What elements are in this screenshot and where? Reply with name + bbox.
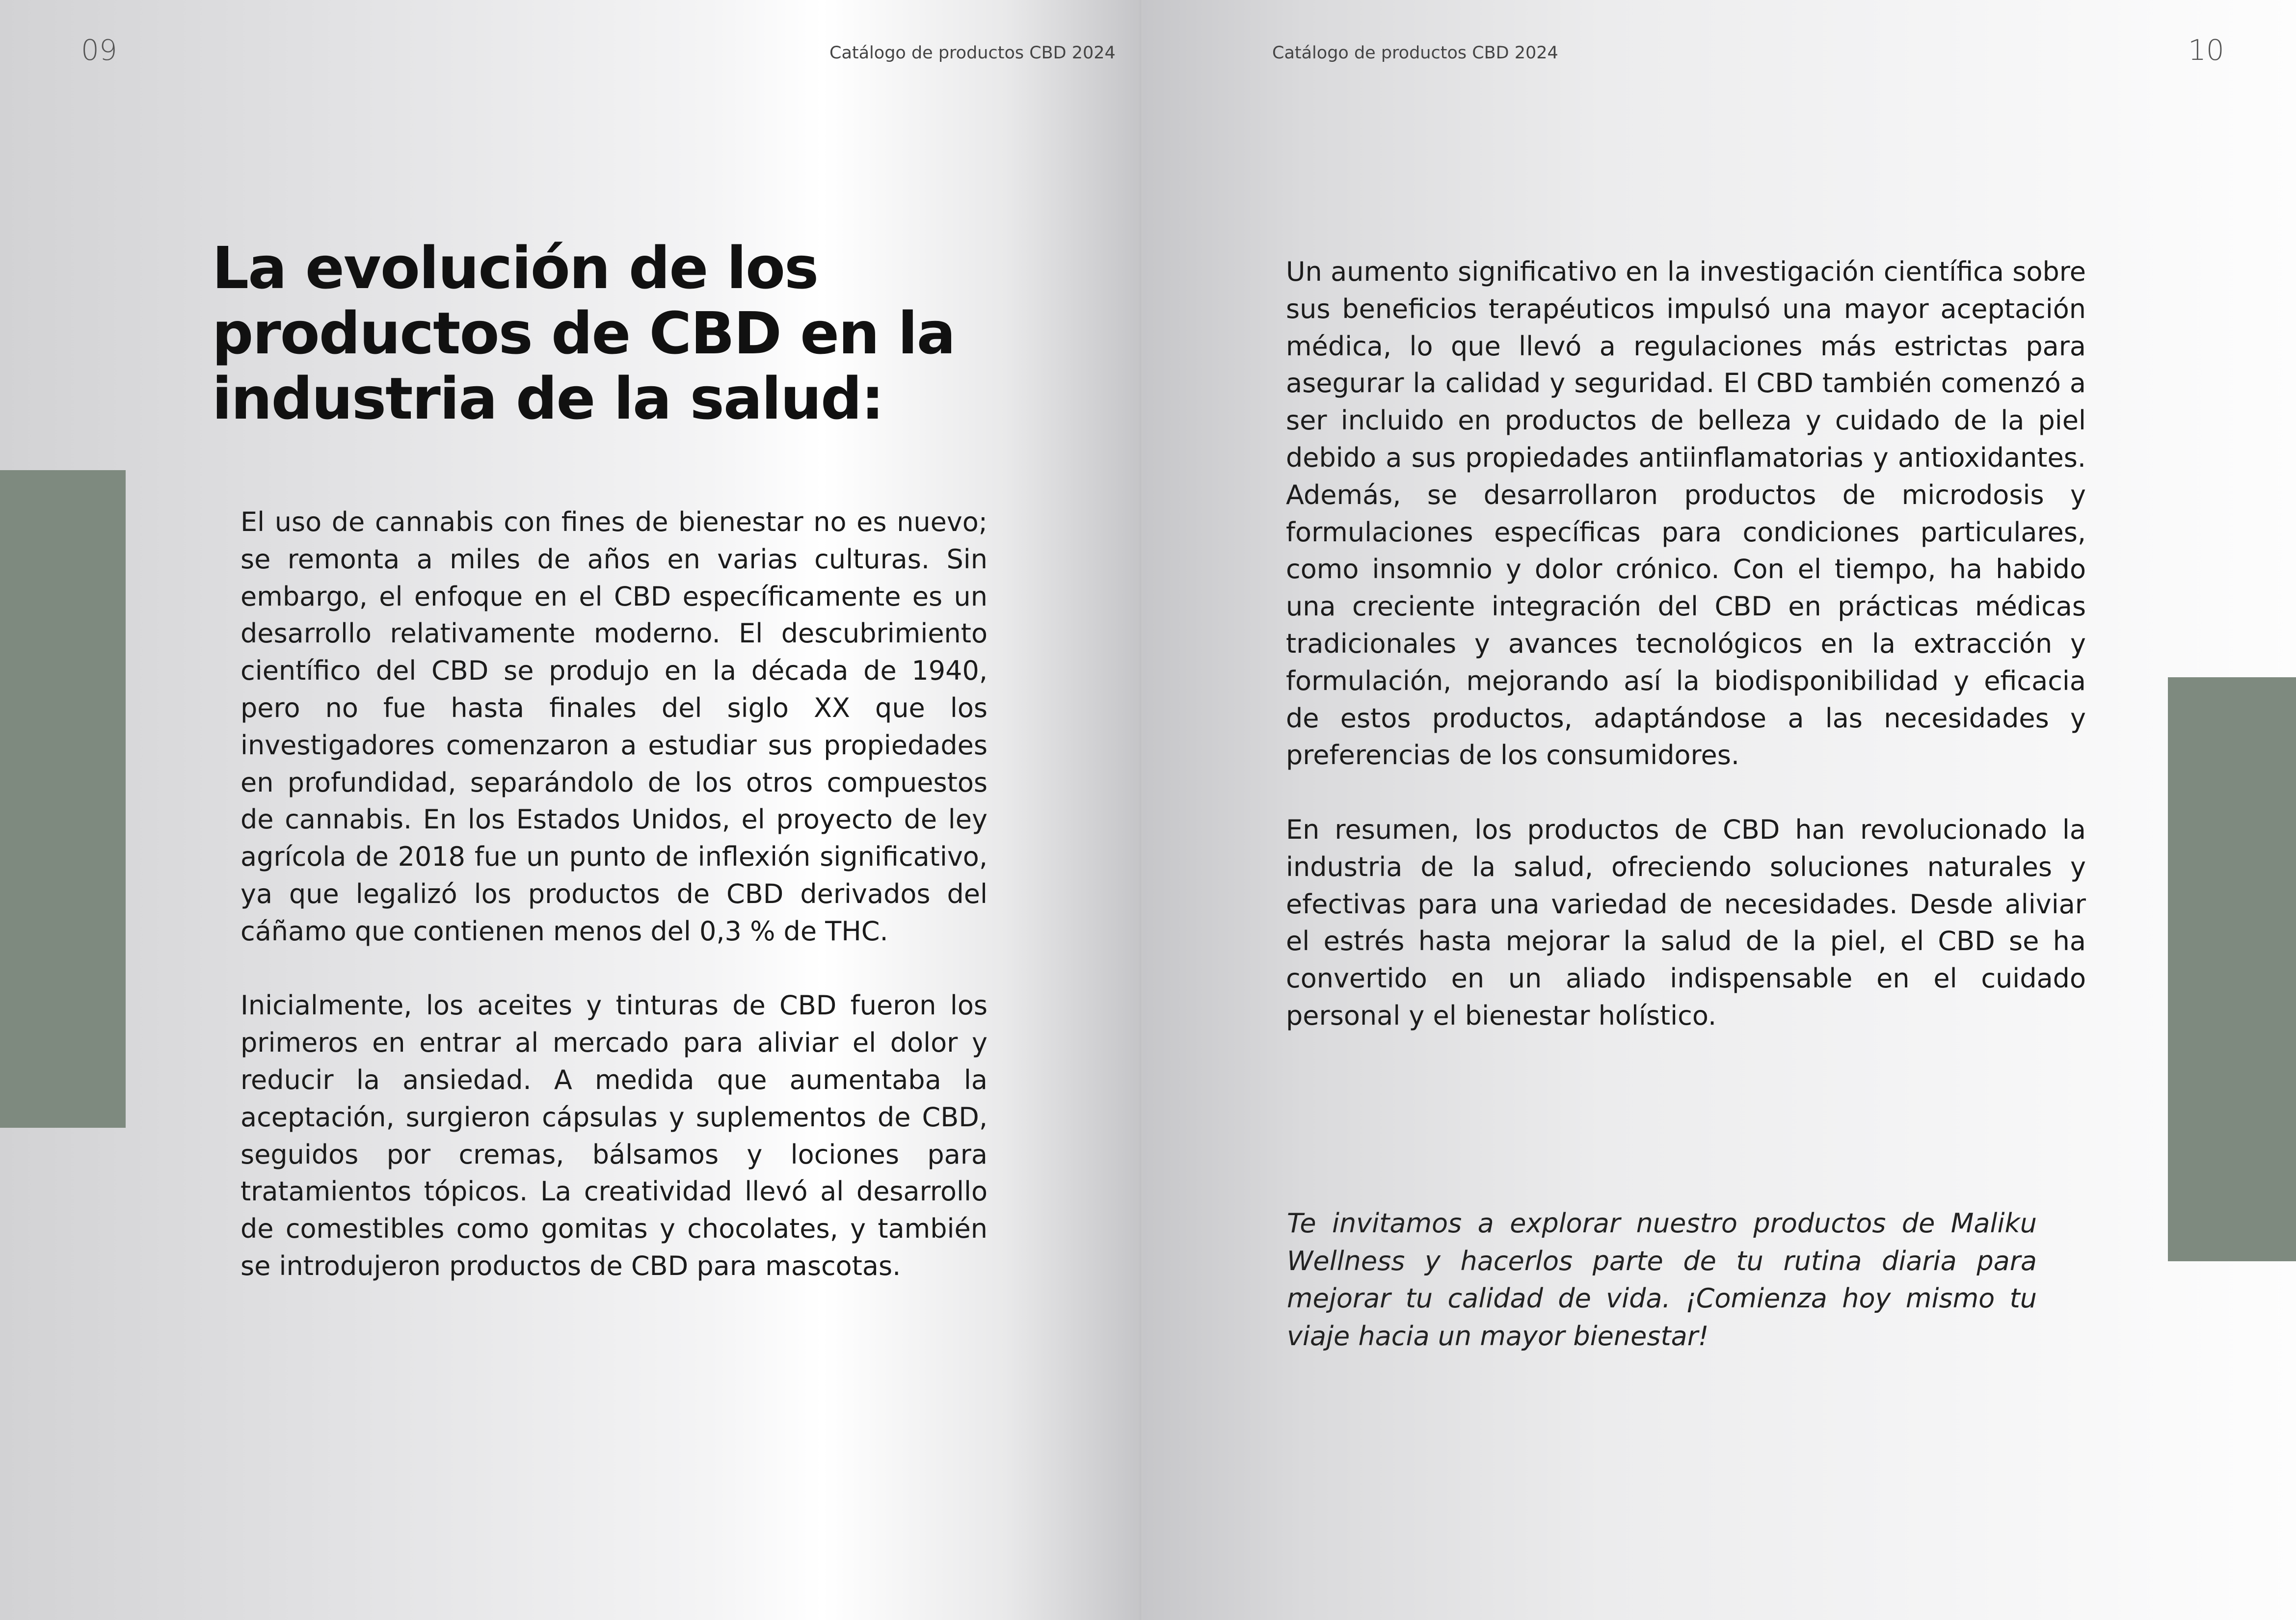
right-body-text (1286, 253, 2086, 1035)
accent-bar-left (0, 470, 126, 1128)
invitation-text: Te invitamos a explorar nuestro productos de Maliku Wellness y hacerlos parte de tu rutina diaria para mejorar tu calidad de vida. ¡Comienza hoy mismo tu viaje hacia un mayor bienestar! (1287, 1208, 2037, 1352)
page-number-left: 09 (81, 33, 117, 67)
running-header-left: Catálogo de productos CBD 2024 (829, 43, 1116, 63)
accent-bar-right (2168, 677, 2296, 1261)
right-paragraph-1: Un aumento significativo en la investigación científica sobre sus beneficios terapéuticos impulsó una mayor aceptación médica, lo que llevó a regulaciones más estrictas para asegurar la calidad y seguridad. El CBD también comenzó a ser incluido en productos de belleza y cuidado de la piel debido a sus propiedades antiinflamatorias y antioxidantes. Además, se desarrollaron productos de microdosis y formulaciones específicas para condiciones particulares, como insomnio y dolor crónico. Con el tiempo, ha habido una creciente integración del CBD en prácticas médicas tradicionales y avances tecnológicos en la extracción y formulación, mejorando así la biodisponibilidad y eficacia de estos productos, adaptándose a las necesidades y preferencias de los consumidores. (1286, 256, 2086, 771)
page-title: La evolución de los productos de CBD en la industria de la salud: (212, 234, 955, 432)
left-body-text (240, 504, 988, 1285)
left-page (0, 0, 1143, 1620)
left-paragraph-1: El uso de cannabis con fines de bienestar no es nuevo; se remonta a miles de años en varias culturas. Sin embargo, el enfoque en el CBD específicamente es un desarrollo relativamente moderno. El descubrimiento científico del CBD se produjo en la década de 1940, pero no fue hasta finales del siglo XX que los investigadores comenzaron a estudiar sus propiedades en profundidad, separándolo de los otros compuestos de cannabis. En los Estados Unidos, el proyecto de ley agrícola de 2018 fue un punto de inflexión significativo, ya que legalizó los productos de CBD derivados del cáñamo que contienen menos del 0,3 % de THC. (240, 506, 988, 947)
left-paragraph-2: Inicialmente, los aceites y tinturas de CBD fueron los primeros en entrar al mercado para aliviar el dolor y reducir la ansiedad. A medida que aumentaba la aceptación, surgieron cápsulas y suplementos de CBD, seguidos por cremas, bálsamos y lociones para tratamientos tópicos. La creatividad llevó al desarrollo de comestibles como gomitas y chocolates, y también se introdujeron productos de CBD para mascotas. (240, 990, 988, 1281)
right-paragraph-2: En resumen, los productos de CBD han revolucionado la industria de la salud, ofreciendo soluciones naturales y efectivas para una variedad de necesidades. Desde aliviar el estrés hasta mejorar la salud de la piel, el CBD se ha convertido en un aliado indispensable en el cuidado personal y el bienestar holístico. (1286, 814, 2086, 1031)
running-header-right: Catálogo de productos CBD 2024 (1272, 43, 1558, 63)
page-number-right: 10 (2188, 33, 2224, 67)
